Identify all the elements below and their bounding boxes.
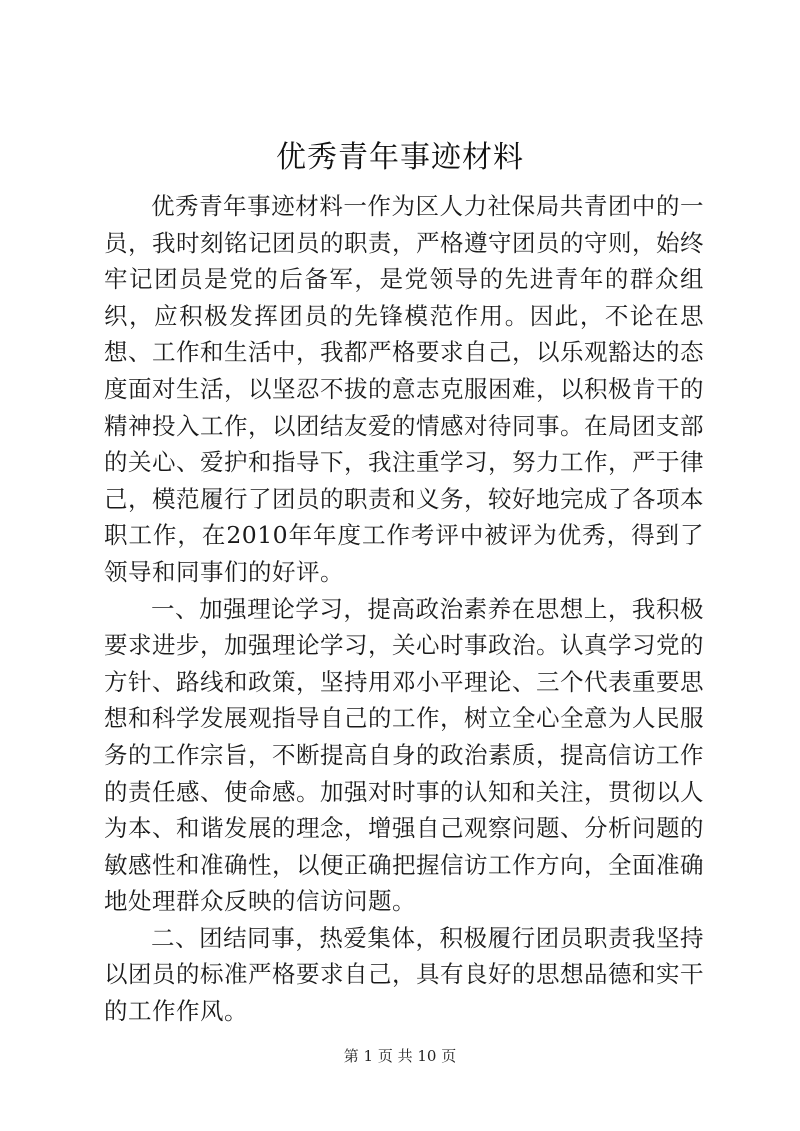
document-body	[104, 188, 704, 1030]
page-number-footer: 第 1 页 共 10 页	[343, 1047, 457, 1065]
paragraph-theory-study: 一、加强理论学习，提高政治素养在思想上，我积极要求进步，加强理论学习，关心时事政治。认真学习党的方针、路线和政策，坚持用邓小平理论、三个代表重要思想和科学发展观指导自己的工作，树立全心全意为人民服务的工作宗旨，不断提高自身的政治素质，提高信访工作的责任感、使命感。加强对时事的认知和关注，贯彻以人为本、和谐发展的理念，增强自己观察问题、分析问题的敏感性和准确性，以便正确把握信访工作方向，全面准确地处理群众反映的信访问题。	[104, 594, 704, 916]
document-title: 优秀青年事迹材料	[276, 140, 524, 175]
paragraph-unity-colleagues: 二、团结同事，热爱集体，积极履行团员职责我坚持以团员的标准严格要求自己，具有良好的思想品德和实干的工作作风。	[104, 923, 704, 1026]
paragraph-intro: 优秀青年事迹材料一作为区人力社保局共青团中的一员，我时刻铭记团员的职责，严格遵守团员的守则，始终牢记团员是党的后备军，是党领导的先进青年的群众组织，应积极发挥团员的先锋模范作用。因此，不论在思想、工作和生活中，我都严格要求自己，以乐观豁达的态度面对生活，以坚忍不拔的意志克服困难，以积极肯干的精神投入工作，以团结友爱的情感对待同事。在局团支部的关心、爱护和指导下，我注重学习，努力工作，严于律己，模范履行了团员的职责和义务，较好地完成了各项本职工作，在2010年年度工作考评中被评为优秀，得到了领导和同事们的好评。	[104, 192, 704, 586]
